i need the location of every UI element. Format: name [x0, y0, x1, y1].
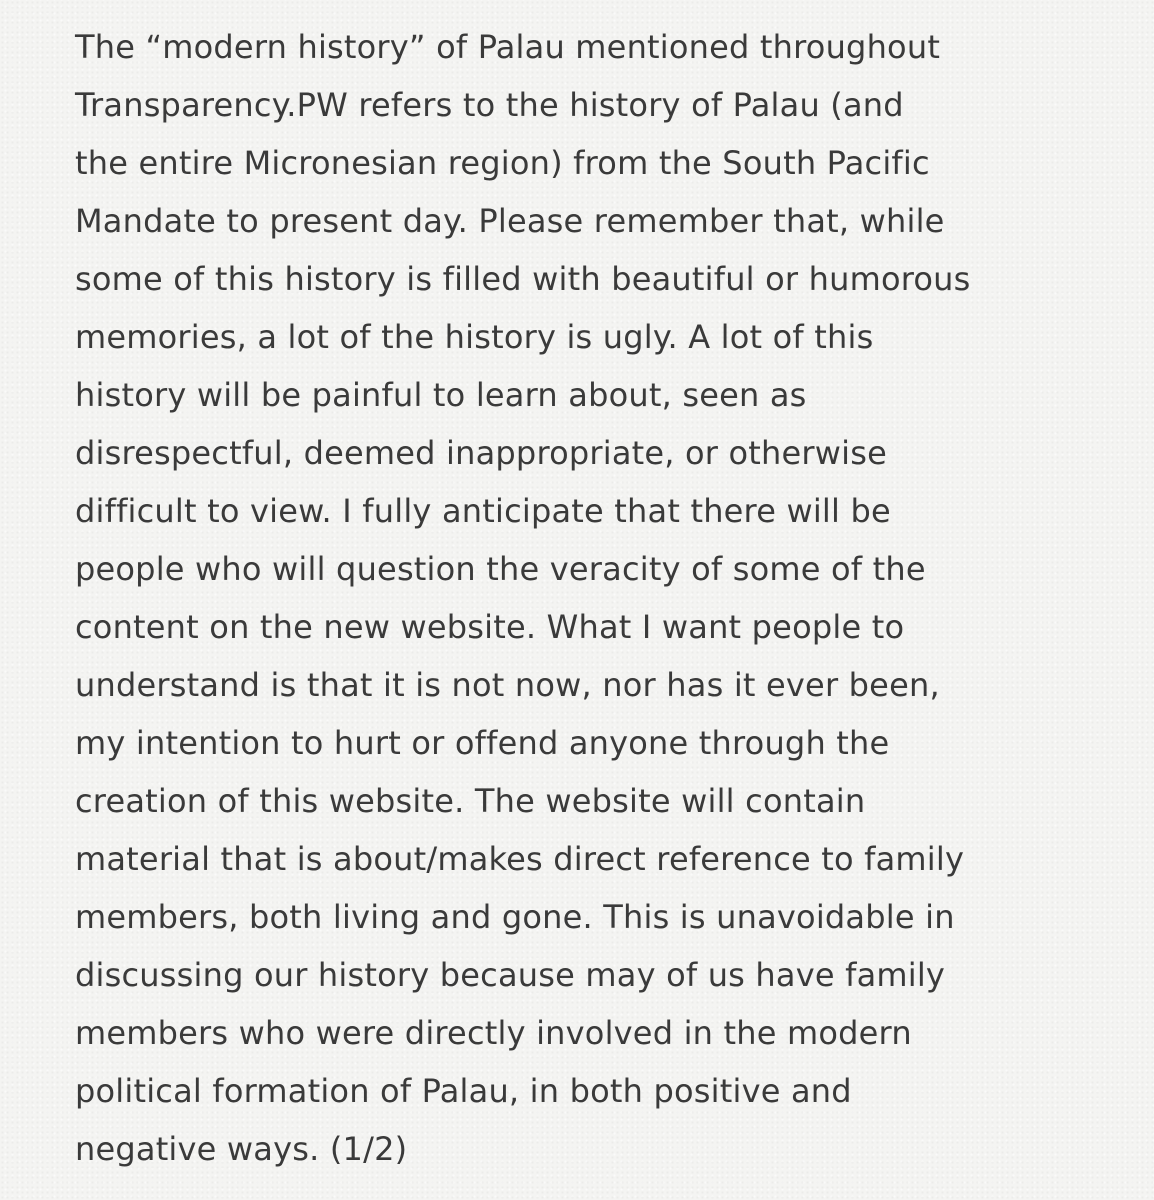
note-line: some of this history is filled with beautiful or humorous — [75, 260, 971, 298]
note-line: discussing our history because may of us have family — [75, 956, 946, 994]
note-line: Mandate to present day. Please remember that, while — [75, 202, 945, 240]
note-line: negative ways. (1/2) — [75, 1130, 408, 1168]
note-line: memories, a lot of the history is ugly. A lot of this — [75, 318, 874, 356]
note-line: my intention to hurt or offend anyone through the — [75, 724, 890, 762]
note-line: content on the new website. What I want people to — [75, 608, 905, 646]
note-line: disrespectful, deemed inappropriate, or otherwise — [75, 434, 888, 472]
note-line: creation of this website. The website will contain — [75, 782, 866, 820]
note-line: Transparency.PW refers to the history of Palau (and — [75, 86, 904, 124]
note-line: difficult to view. I fully anticipate that there will be — [75, 492, 891, 530]
note-line: political formation of Palau, in both positive and — [75, 1072, 852, 1110]
note-text-block — [75, 18, 1105, 1188]
note-line: members, both living and gone. This is unavoidable in — [75, 898, 955, 936]
note-line: understand is that it is not now, nor has it ever been, — [75, 666, 940, 704]
note-line: the entire Micronesian region) from the South Pacific — [75, 144, 930, 182]
note-line: The “modern history” of Palau mentioned throughout — [75, 28, 941, 66]
note-line: members who were directly involved in the modern — [75, 1014, 912, 1052]
note-line: material that is about/makes direct reference to family — [75, 840, 965, 878]
note-line: people who will question the veracity of some of the — [75, 550, 926, 588]
note-line: history will be painful to learn about, seen as — [75, 376, 807, 414]
